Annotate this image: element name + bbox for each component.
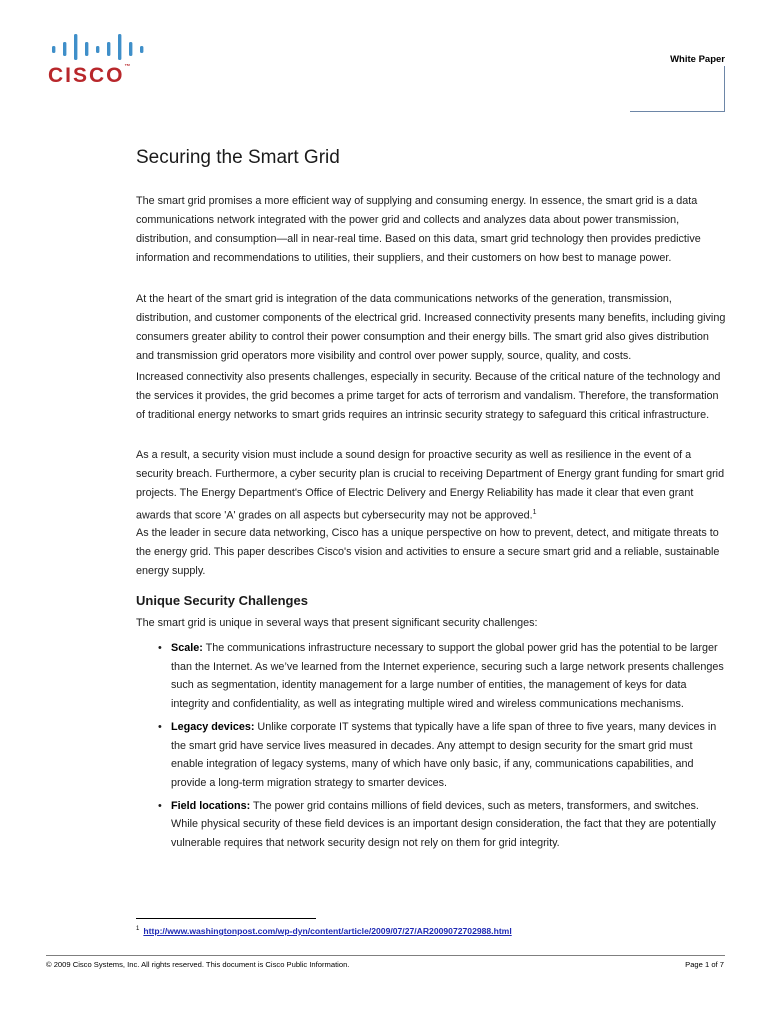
list-item [136, 639, 726, 714]
paragraph-4-text: As a result, a security vision must include a sound design for proactive security as well as resilience in the event of a security breach. Furthermore, a cyber security plan is crucial to receiving Department of Energy grant funding for smart grid projects. The Energy Department's Office of Electric Delivery and Energy Reliability has made it clear that even grant awards that score 'A' grades on all aspects but cybersecurity may not be approved. [136, 449, 725, 522]
challenges-list [136, 639, 726, 853]
footnote [136, 926, 512, 936]
document-type-label: White Paper [670, 54, 725, 65]
header-vertical-rule [724, 66, 725, 112]
cisco-logo [46, 34, 146, 92]
cisco-wordmark: CISCO™ [48, 64, 131, 87]
footer-copyright: © 2009 Cisco Systems, Inc. All rights reserved. This document is Cisco Public Information. [46, 960, 350, 969]
list-item-text: The communications infrastructure necessary to support the global power grid has the potential to be larger than the Internet. As we’ve learned from the Internet experience, securing such a large network presents challenges such as segmentation, identity management for a large number of entities, the management of keys for data integrity and confidentiality, as well as integrating multiple wired and wireless communications mechanisms. [171, 642, 724, 711]
list-item-text: The power grid contains millions of field devices, such as meters, transformers, and switches. While physical security of these field devices is an important design consideration, the fact that they are potentially vulnerable requires that network security design not rely on them for grid integrity. [171, 799, 716, 850]
footnote-separator [136, 918, 316, 919]
header-horizontal-rule [630, 111, 725, 112]
intro-paragraph-2: At the heart of the smart grid is integration of the data communications networks of the generation, transmission, distribution, and customer components of the electrical grid. Increased connectivity presents many benefits, including giving consumers greater ability to control their power consumption and their energy bills. The smart grid also gives distribution and transmission grid operators more visibility and control over power supply, source, quality, and costs. [136, 293, 726, 362]
section-intro: The smart grid is unique in several ways that present significant security challenges: [136, 617, 538, 629]
intro-paragraph-1: The smart grid promises a more efficient way of supplying and consuming energy. In essence, the smart grid is a data communications network integrated with the power grid and collects and analyzes data about power transmission, distribution, and consumption—all in near-real time. Based on this data, smart grid technology then provides predictive information and recommendations to utilities, their suppliers, and their customers on how best to manage power. [136, 195, 701, 264]
list-item [136, 718, 726, 793]
footnote-link[interactable]: http://www.washingtonpost.com/wp-dyn/content/article/2009/07/27/AR2009072702988.html [143, 926, 512, 936]
list-item-term: Scale: [171, 642, 203, 654]
bullet-icon: • [158, 720, 162, 733]
cisco-bars-icon [52, 34, 144, 60]
footer-divider [46, 955, 725, 956]
list-item [136, 797, 726, 853]
list-item-text: Unlike corporate IT systems that typically have a life span of three to five years, many devices in the smart grid have service lives measured in decades. Any attempt to design security for the smart grid must enable integration of legacy systems, many of which have only basic, if any, communications capabilities, and provide a long-term migration strategy to smarter devices. [171, 720, 717, 789]
footnote-reference[interactable]: 1 [532, 509, 537, 516]
intro-paragraph-4 [136, 446, 726, 526]
intro-paragraph-3: Increased connectivity also presents challenges, especially in security. Because of the critical nature of the technology and the services it provides, the grid becomes a prime target for acts of terrorism and vandalism. Therefore, the transformation of traditional energy networks to smart grids requires an intrinsic security strategy to safeguard this critical infrastructure. [136, 371, 721, 421]
bullet-icon: • [158, 642, 162, 654]
list-item-term: Field locations: [171, 799, 251, 812]
page-title: Securing the Smart Grid [136, 147, 340, 168]
list-item-term: Legacy devices: [171, 720, 255, 733]
intro-paragraph-5: As the leader in secure data networking, Cisco has a unique perspective on how to prevent, detect, and mitigate threats to the energy grid. This paper describes Cisco's vision and activities to ensure a secure smart grid and a reliable, sustainable energy supply. [136, 527, 720, 577]
footnote-marker: 1 [136, 926, 140, 932]
bullet-icon: • [158, 799, 162, 812]
section-heading: Unique Security Challenges [136, 593, 308, 608]
page-number: Page 1 of 7 [685, 960, 724, 969]
